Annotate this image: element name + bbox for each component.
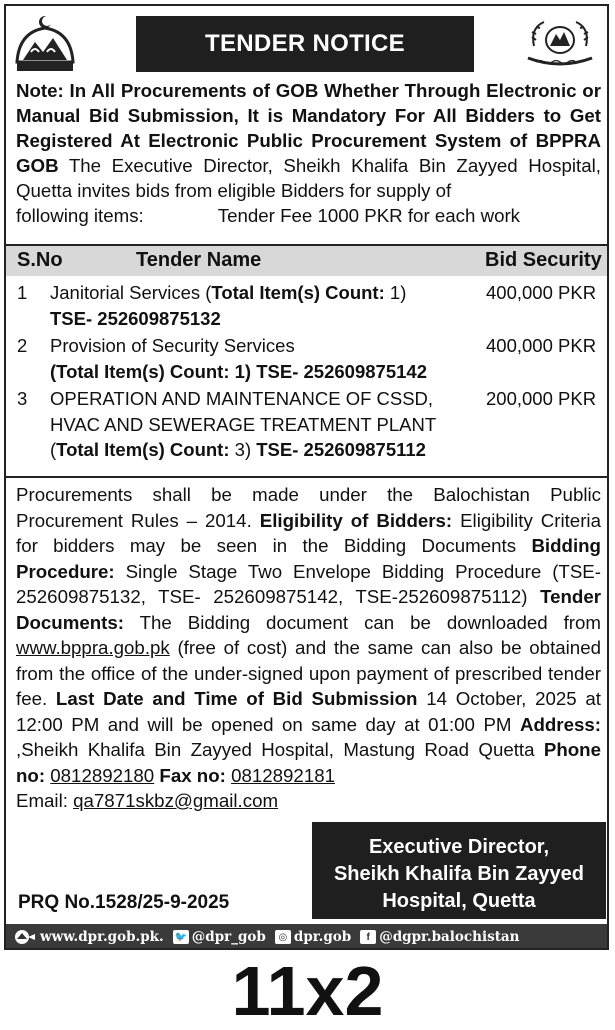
count-paren: ( bbox=[50, 439, 57, 460]
ad-size-label: 11x2 bbox=[231, 952, 384, 1030]
fax-label: Fax no: bbox=[159, 764, 226, 786]
bid-security: 400,000 PKR bbox=[486, 282, 597, 303]
footer-website[interactable]: www.dpr.gob.pk. bbox=[40, 929, 164, 945]
header-tender-name: Tender Name bbox=[136, 249, 262, 271]
deadline-label: Last Date and Time of Bid Submission bbox=[55, 688, 418, 709]
items-label: following items: bbox=[16, 205, 144, 226]
eligibility-text: Eligibility Criteria for bidders may be seen in the Bidding Documents bbox=[16, 509, 601, 556]
table-row bbox=[6, 280, 607, 331]
documents-text: The Bidding document can be downloaded from bbox=[139, 611, 601, 633]
row-sno: 2 bbox=[17, 335, 28, 356]
signatory-org: Sheikh Khalifa Bin Zayyed bbox=[333, 863, 585, 885]
address-text: ,Sheikh Khalifa Bin Zayyed Hospital, Mastung Road Quetta bbox=[16, 739, 535, 760]
fax-link[interactable]: 0812892181 bbox=[231, 764, 335, 786]
dpr-logo-icon bbox=[14, 929, 36, 945]
bppra-website-link[interactable]: www.bppra.gob.pk bbox=[16, 637, 170, 658]
prq-number: PRQ No.1528/25-9-2025 bbox=[18, 892, 230, 913]
invitation-text: The Executive Director, Sheikh Khalifa Bin Zayyed Hospital, Quetta invites bids from eligible Bidders for supply of bbox=[16, 155, 601, 201]
tse-number: TSE- 252609875142 bbox=[256, 360, 427, 382]
count-value: 1) bbox=[384, 282, 407, 303]
instagram-icon: ◎ bbox=[275, 930, 291, 944]
address-label: Address: bbox=[519, 713, 601, 735]
divider bbox=[6, 476, 607, 478]
bid-security: 200,000 PKR bbox=[486, 388, 597, 409]
page-title: TENDER NOTICE bbox=[136, 16, 474, 72]
tender-table bbox=[6, 280, 607, 463]
tse-number: TSE- 252609875132 bbox=[50, 307, 221, 329]
footer-instagram[interactable]: dpr.gob bbox=[293, 929, 352, 945]
phone-link[interactable]: 0812892180 bbox=[50, 764, 155, 786]
tse-number: TSE- 252609875112 bbox=[256, 439, 426, 460]
table-header bbox=[6, 246, 607, 276]
count-label: Total Item(s) Count: bbox=[211, 282, 385, 303]
footer-twitter[interactable]: @dpr_gob bbox=[191, 929, 266, 945]
row-sno: 3 bbox=[17, 388, 28, 409]
deadline-text: 14 October, 2025 at 12:00 PM and will be opened on same day at 01:00 PM bbox=[16, 688, 601, 735]
email-link[interactable]: qa7871skbz@gmail.com bbox=[73, 790, 279, 811]
row-sno: 1 bbox=[17, 282, 28, 303]
documents-text-2: (free of cost) and the same can also be obtained from the office of the under-signed upon payment of prescribed tender fee. bbox=[16, 637, 601, 709]
balochistan-emblem-icon bbox=[13, 14, 77, 74]
header-sno: S.No bbox=[17, 249, 63, 271]
intro-paragraph bbox=[16, 78, 601, 228]
table-row bbox=[6, 333, 607, 384]
terms-paragraph bbox=[16, 482, 601, 814]
tender-fee: Tender Fee 1000 PKR for each work bbox=[217, 205, 521, 226]
header-bid-security: Bid Security bbox=[485, 249, 602, 271]
procedure-text: Single Stage Two Envelope Bidding Procedure (TSE-252609875132, TSE- 252609875142, TSE-252609875112) bbox=[16, 560, 601, 607]
count-label: Total Item(s) Count: bbox=[56, 439, 230, 460]
phone-label: Phone no: bbox=[16, 739, 601, 786]
signatory-city: Hospital, Quetta bbox=[382, 890, 536, 912]
facebook-icon: f bbox=[360, 930, 376, 944]
table-row bbox=[6, 386, 607, 463]
signatory-title: Executive Director, bbox=[368, 836, 550, 858]
tender-name: Janitorial Services ( bbox=[50, 282, 212, 303]
count-value: 3) bbox=[229, 439, 252, 460]
procedure-label: Bidding Procedure: bbox=[16, 535, 601, 582]
signatory-box bbox=[312, 822, 606, 919]
hospital-logo-icon bbox=[522, 16, 598, 74]
documents-label: Tender Documents: bbox=[16, 586, 601, 633]
bid-security: 400,000 PKR bbox=[486, 335, 597, 356]
twitter-icon: 🐦 bbox=[174, 931, 187, 943]
footer-facebook[interactable]: @dgpr.balochistan bbox=[379, 929, 520, 945]
tender-name: OPERATION AND MAINTENANCE OF CSSD, HVAC AND SEWERAGE TREATMENT PLANT bbox=[50, 388, 437, 435]
registration-note: Note: In All Procurements of GOB Whether Through Electronic or Manual Bid Submission, It is Mandatory For All Bidders to Get Registered At Electronic Public Procurement System of BPPRA GOB bbox=[16, 80, 601, 176]
tender-name: Provision of Security Services bbox=[50, 335, 295, 356]
tender-notice bbox=[4, 4, 609, 950]
count-label: (Total Item(s) Count: 1) bbox=[50, 360, 252, 382]
footer-bar bbox=[6, 924, 607, 950]
procurement-rules: Procurements shall be made under the Balochistan Public Procurement Rules – 2014. bbox=[16, 484, 601, 531]
email-label: Email: bbox=[16, 790, 68, 811]
eligibility-label: Eligibility of Bidders: bbox=[259, 509, 453, 531]
